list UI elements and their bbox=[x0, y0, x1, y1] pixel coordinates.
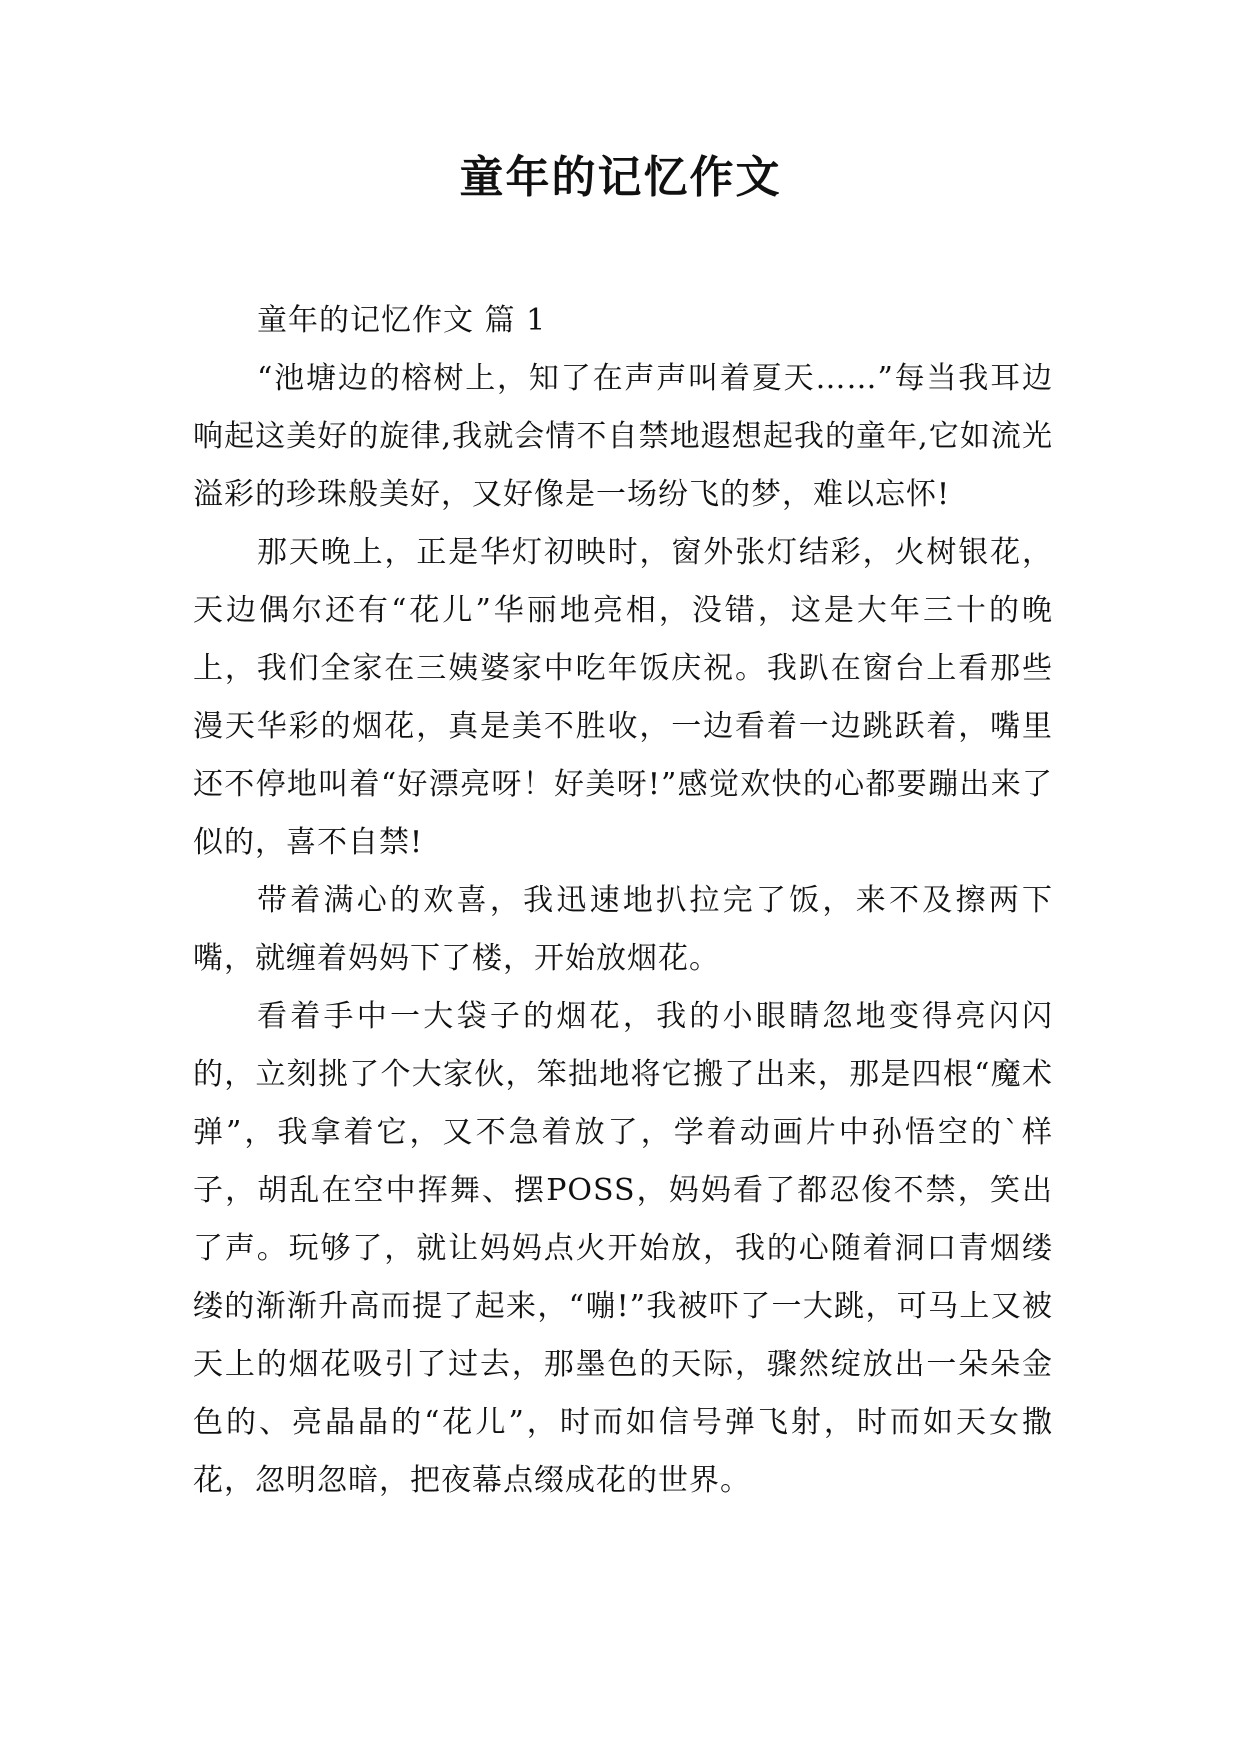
section-heading-text: 童年的记忆作文 篇 1 bbox=[257, 303, 547, 338]
paragraph: “池塘边的榕树上，知了在声声叫着夏天……”每当我耳边响起这美好的旋律,我就会情不自禁地遐想起我的童年,它如流光溢彩的珍珠般美好，又好像是一场纷飞的梦，难以忘怀! bbox=[193, 361, 1053, 512]
document-title: 童年的记忆作文 bbox=[459, 152, 782, 203]
paragraph: 看着手中一大袋子的烟花，我的小眼睛忽地变得亮闪闪的，立刻挑了个大家伙，笨拙地将它搬了出来，那是四根“魔术弹”，我拿着它，又不急着放了，学着动画片中孙悟空的`样子，胡乱在空中挥舞、摆POSS，妈妈看了都忍俊不禁，笑出了声。玩够了，就让妈妈点火开始放，我的心随着洞口青烟缕缕的渐渐升高而提了起来，“嘣!”我被吓了一大跳，可马上又被天上的烟花吸引了过去，那墨色的天际，骤然绽放出一朵朵金色的、亮晶晶的“花儿”，时而如信号弹飞射，时而如天女撒花，忽明忽暗，把夜幕点缀成花的世界。 bbox=[193, 999, 1053, 1498]
section-heading bbox=[193, 292, 1053, 350]
document-body bbox=[193, 292, 1053, 1510]
paragraph: 带着满心的欢喜，我迅速地扒拉完了饭，来不及擦两下嘴，就缠着妈妈下了楼，开始放烟花。 bbox=[193, 883, 1053, 976]
paragraph: 那天晚上，正是华灯初映时，窗外张灯结彩，火树银花，天边偶尔还有“花儿”华丽地亮相，没错，这是大年三十的晚上，我们全家在三姨婆家中吃年饭庆祝。我趴在窗台上看那些漫天华彩的烟花，真是美不胜收，一边看着一边跳跃着，嘴里还不停地叫着“好漂亮呀！好美呀!”感觉欢快的心都要蹦出来了似的，喜不自禁! bbox=[193, 535, 1053, 860]
